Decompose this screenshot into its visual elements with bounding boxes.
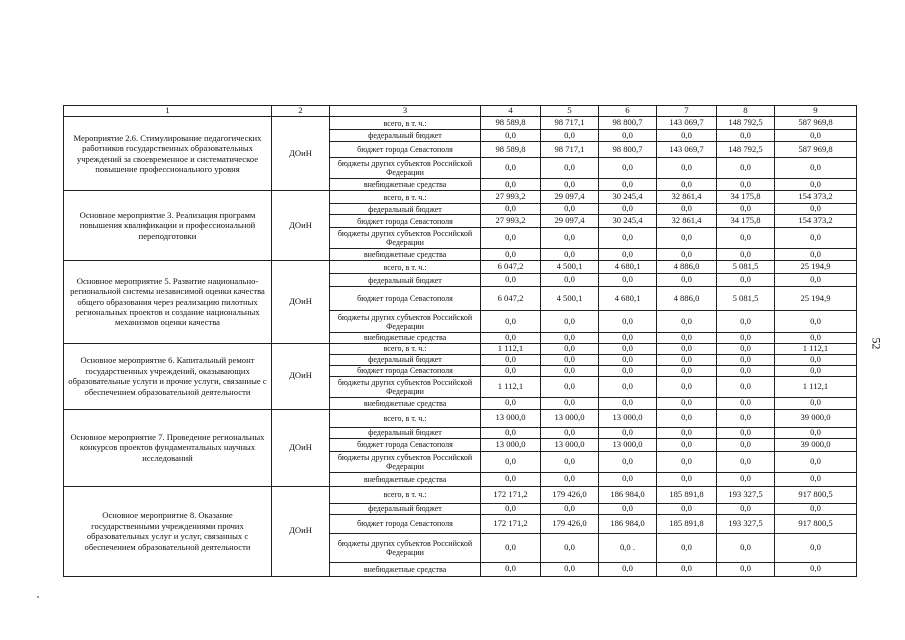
amount-cell: 0,0 (599, 204, 657, 215)
amount-cell: 0,0 (775, 311, 857, 333)
amount-cell: 0,0 (717, 130, 775, 142)
funding-source-cell: внебюджетные средства (330, 472, 481, 486)
amount-cell: 1 112,1 (481, 343, 541, 354)
amount-cell: 29 097,4 (541, 215, 599, 228)
amount-cell: 25 194,9 (775, 261, 857, 274)
executor-cell: ДОиН (272, 409, 330, 486)
amount-cell: 917 800,5 (775, 514, 857, 533)
funding-source-cell: федеральный бюджет (330, 130, 481, 142)
amount-cell: 0,0 (481, 130, 541, 142)
amount-cell: 0,0 (657, 343, 717, 354)
amount-cell: 0,0 (541, 249, 599, 261)
table-row (64, 117, 857, 130)
amount-cell: 186 984,0 (599, 486, 657, 503)
funding-source-cell: всего, в т. ч.: (330, 343, 481, 354)
amount-cell: 30 245,4 (599, 215, 657, 228)
amount-cell: 0,0 (775, 274, 857, 287)
amount-cell: 30 245,4 (599, 191, 657, 204)
amount-cell: 0,0 (775, 365, 857, 376)
amount-cell: 0,0 (481, 158, 541, 179)
amount-cell: 185 891,8 (657, 514, 717, 533)
amount-cell: 0,0 (657, 130, 717, 142)
amount-cell: 98 717,1 (541, 142, 599, 158)
amount-cell: 0,0 (599, 274, 657, 287)
column-number-row (64, 106, 857, 117)
amount-cell: 0,0 (775, 562, 857, 576)
amount-cell: 39 000,0 (775, 438, 857, 451)
amount-cell: 0,0 (657, 533, 717, 562)
amount-cell: 0,0 (717, 533, 775, 562)
funding-source-cell: бюджет города Севастополя (330, 215, 481, 228)
amount-cell: 13 000,0 (599, 438, 657, 451)
amount-cell: 172 171,2 (481, 486, 541, 503)
amount-cell: 0,0 (717, 249, 775, 261)
funding-source-cell: внебюджетные средства (330, 562, 481, 576)
amount-cell: 4 680,1 (599, 287, 657, 311)
amount-cell: 154 373,2 (775, 191, 857, 204)
amount-cell: 0,0 (717, 343, 775, 354)
amount-cell: 13 000,0 (541, 438, 599, 451)
amount-cell: 0,0 (717, 204, 775, 215)
amount-cell: 0,0 (775, 158, 857, 179)
amount-cell: 0,0 (657, 438, 717, 451)
amount-cell: 0,0 (599, 158, 657, 179)
amount-cell: 0,0 (657, 354, 717, 365)
amount-cell: 0,0 (599, 562, 657, 576)
amount-cell: 0,0 (541, 354, 599, 365)
amount-cell: 0,0 (599, 228, 657, 249)
amount-cell: 0,0 (541, 204, 599, 215)
amount-cell: 0,0 (541, 472, 599, 486)
scan-dot (37, 596, 39, 598)
column-number-3: 3 (330, 106, 481, 117)
amount-cell: 0,0 (657, 472, 717, 486)
amount-cell: 0,0 (717, 365, 775, 376)
funding-source-cell: бюджеты других субъектов Российской Федерации (330, 311, 481, 333)
amount-cell: 0,0 (717, 503, 775, 514)
amount-cell: 148 792,5 (717, 142, 775, 158)
funding-source-cell: федеральный бюджет (330, 503, 481, 514)
amount-cell: 0,0 (481, 503, 541, 514)
amount-cell: 13 000,0 (599, 409, 657, 427)
amount-cell: 0,0 (717, 427, 775, 438)
amount-cell: 0,0 (481, 427, 541, 438)
amount-cell: 13 000,0 (541, 409, 599, 427)
measure-description: Основное мероприятие 7. Проведение региональных конкурсов проектов фундаментальных научных исследований (64, 409, 272, 486)
amount-cell: 0,0 (599, 249, 657, 261)
amount-cell: 0,0 (657, 562, 717, 576)
page-number: 52 (869, 337, 884, 350)
funding-source-cell: федеральный бюджет (330, 204, 481, 215)
amount-cell: 0,0 (481, 274, 541, 287)
amount-cell: 0,0 (541, 427, 599, 438)
amount-cell: 0,0 (541, 343, 599, 354)
funding-source-cell: всего, в т. ч.: (330, 409, 481, 427)
amount-cell: 587 969,8 (775, 117, 857, 130)
amount-cell: 0,0 (775, 204, 857, 215)
amount-cell: 34 175,8 (717, 215, 775, 228)
amount-cell: 0,0 (599, 130, 657, 142)
amount-cell: 0,0 (775, 397, 857, 409)
amount-cell: 0,0 (481, 333, 541, 344)
amount-cell: 154 373,2 (775, 215, 857, 228)
amount-cell: 0,0 (541, 333, 599, 344)
funding-source-cell: бюджеты других субъектов Российской Федерации (330, 376, 481, 397)
funding-source-cell: бюджет города Севастополя (330, 365, 481, 376)
amount-cell: 13 000,0 (481, 409, 541, 427)
executor-cell: ДОиН (272, 261, 330, 344)
amount-cell: 0,0 (541, 365, 599, 376)
amount-cell: 0,0 (775, 472, 857, 486)
budget-table-page (63, 105, 856, 577)
amount-cell: 98 800,7 (599, 142, 657, 158)
funding-source-cell: всего, в т. ч.: (330, 261, 481, 274)
amount-cell: 0,0 (717, 376, 775, 397)
amount-cell: 1 112,1 (775, 343, 857, 354)
amount-cell: 1 112,1 (775, 376, 857, 397)
amount-cell: 0,0 (717, 179, 775, 191)
column-number-2: 2 (272, 106, 330, 117)
amount-cell: 0,0 (599, 354, 657, 365)
amount-cell: 13 000,0 (481, 438, 541, 451)
amount-cell: 0,0 (775, 179, 857, 191)
budget-table (63, 105, 857, 577)
amount-cell: 0,0 (775, 533, 857, 562)
amount-cell: 0,0 (481, 179, 541, 191)
table-row (64, 409, 857, 427)
funding-source-cell: бюджет города Севастополя (330, 142, 481, 158)
amount-cell: 0,0 (657, 311, 717, 333)
amount-cell: 0,0 (657, 179, 717, 191)
amount-cell: 0,0 (657, 249, 717, 261)
amount-cell: 0,0 (657, 204, 717, 215)
amount-cell: 0,0 (717, 438, 775, 451)
amount-cell: 0,0 (657, 376, 717, 397)
amount-cell: 0,0 (657, 409, 717, 427)
table-body (64, 106, 857, 577)
amount-cell: 0,0 (599, 397, 657, 409)
amount-cell: 39 000,0 (775, 409, 857, 427)
amount-cell: 0,0 (599, 451, 657, 472)
amount-cell: 185 891,8 (657, 486, 717, 503)
funding-source-cell: бюджеты других субъектов Российской Федерации (330, 228, 481, 249)
amount-cell: 148 792,5 (717, 117, 775, 130)
amount-cell: 0,0 (599, 311, 657, 333)
amount-cell: 0,0 (599, 503, 657, 514)
amount-cell: 0,0 (775, 427, 857, 438)
amount-cell: 0,0 (541, 274, 599, 287)
amount-cell: 0,0 (599, 472, 657, 486)
funding-source-cell: бюджет города Севастополя (330, 438, 481, 451)
column-number-5: 5 (541, 106, 599, 117)
amount-cell: 0,0 (599, 427, 657, 438)
amount-cell: 0,0 (717, 472, 775, 486)
funding-source-cell: внебюджетные средства (330, 397, 481, 409)
executor-cell: ДОиН (272, 486, 330, 576)
executor-cell: ДОиН (272, 343, 330, 409)
amount-cell: 32 861,4 (657, 191, 717, 204)
amount-cell: 0,0 (481, 354, 541, 365)
amount-cell: 6 047,2 (481, 261, 541, 274)
amount-cell: 0,0 (657, 333, 717, 344)
amount-cell: 4 680,1 (599, 261, 657, 274)
funding-source-cell: внебюджетные средства (330, 179, 481, 191)
amount-cell: 0,0 (717, 354, 775, 365)
table-row (64, 486, 857, 503)
amount-cell: 0,0 (717, 333, 775, 344)
amount-cell: 0,0 (599, 179, 657, 191)
amount-cell: 143 069,7 (657, 142, 717, 158)
amount-cell: 4 500,1 (541, 261, 599, 274)
amount-cell: 0,0 (657, 158, 717, 179)
amount-cell: 0,0 (481, 451, 541, 472)
column-number-8: 8 (717, 106, 775, 117)
funding-source-cell: федеральный бюджет (330, 274, 481, 287)
amount-cell: 4 886,0 (657, 287, 717, 311)
amount-cell: 0,0 (775, 354, 857, 365)
funding-source-cell: бюджет города Севастополя (330, 514, 481, 533)
funding-source-cell: бюджет города Севастополя (330, 287, 481, 311)
amount-cell: 0,0 (717, 409, 775, 427)
amount-cell: 98 589,8 (481, 117, 541, 130)
amount-cell: 34 175,8 (717, 191, 775, 204)
column-number-4: 4 (481, 106, 541, 117)
amount-cell: 4 500,1 (541, 287, 599, 311)
amount-cell: 29 097,4 (541, 191, 599, 204)
measure-description: Основное мероприятие 6. Капитальный ремонт государственных учреждений, оказывающих образовательные услуги и прочие услуги, связанные с обеспечением образовательной деятельности (64, 343, 272, 409)
amount-cell: 0,0 (541, 228, 599, 249)
amount-cell: 0,0 (541, 158, 599, 179)
amount-cell: 98 589,8 (481, 142, 541, 158)
amount-cell: 0,0 (541, 397, 599, 409)
funding-source-cell: всего, в т. ч.: (330, 117, 481, 130)
table-row (64, 191, 857, 204)
amount-cell: 0,0 (775, 130, 857, 142)
amount-cell: 143 069,7 (657, 117, 717, 130)
amount-cell: 0,0 (541, 451, 599, 472)
amount-cell: 0,0 (599, 365, 657, 376)
amount-cell: 0,0 (481, 228, 541, 249)
amount-cell: 0,0 (717, 228, 775, 249)
amount-cell: 0,0 (481, 311, 541, 333)
amount-cell: 0,0 (657, 365, 717, 376)
column-number-1: 1 (64, 106, 272, 117)
column-number-9: 9 (775, 106, 857, 117)
measure-description: Основное мероприятие 3. Реализация программ повышения квалификации и профессиональной переподготовки (64, 191, 272, 261)
amount-cell: 917 800,5 (775, 486, 857, 503)
funding-source-cell: всего, в т. ч.: (330, 486, 481, 503)
amount-cell: 0,0 (657, 228, 717, 249)
amount-cell: 0,0 (481, 204, 541, 215)
amount-cell: 0,0 (481, 249, 541, 261)
amount-cell: 6 047,2 (481, 287, 541, 311)
funding-source-cell: федеральный бюджет (330, 354, 481, 365)
amount-cell: 0,0 (657, 397, 717, 409)
amount-cell: 0,0 (599, 376, 657, 397)
measure-description: Основное мероприятие 5. Развитие национально-региональной системы независимой оценки качества общего образования через реализацию пилотных региональных проектов и создание национальных механизмов оценки качества (64, 261, 272, 344)
amount-cell: 0,0 (775, 228, 857, 249)
amount-cell: 0,0 (481, 562, 541, 576)
amount-cell: 0,0 (599, 333, 657, 344)
amount-cell: 4 886,0 (657, 261, 717, 274)
funding-source-cell: федеральный бюджет (330, 427, 481, 438)
amount-cell: 0,0 (657, 427, 717, 438)
amount-cell: 0,0 (541, 311, 599, 333)
amount-cell: 0,0 (657, 503, 717, 514)
amount-cell: 5 081,5 (717, 287, 775, 311)
executor-cell: ДОиН (272, 191, 330, 261)
amount-cell: 0,0 (541, 533, 599, 562)
amount-cell: 0,0 (657, 274, 717, 287)
amount-cell: 0,0 (541, 130, 599, 142)
measure-description: Основное мероприятие 8. Оказание государственными учреждениями прочих образовательных услуг и услуг, связанных с обеспечением образовательной деятельности (64, 486, 272, 576)
amount-cell: 0,0 (717, 311, 775, 333)
amount-cell: 0,0 (717, 158, 775, 179)
amount-cell: 0,0 (775, 249, 857, 261)
amount-cell: 179 426,0 (541, 514, 599, 533)
amount-cell: 0,0 (541, 179, 599, 191)
funding-source-cell: бюджеты других субъектов Российской Федерации (330, 533, 481, 562)
amount-cell: 0,0 (717, 274, 775, 287)
amount-cell: 0,0 (775, 451, 857, 472)
column-number-6: 6 (599, 106, 657, 117)
funding-source-cell: бюджеты других субъектов Российской Федерации (330, 451, 481, 472)
amount-cell: 193 327,5 (717, 486, 775, 503)
amount-cell: 0,0 (657, 451, 717, 472)
amount-cell: 98 800,7 (599, 117, 657, 130)
amount-cell: 98 717,1 (541, 117, 599, 130)
funding-source-cell: внебюджетные средства (330, 333, 481, 344)
amount-cell: 193 327,5 (717, 514, 775, 533)
executor-cell: ДОиН (272, 117, 330, 191)
amount-cell: 0,0 (775, 333, 857, 344)
amount-cell: 0,0 (481, 365, 541, 376)
amount-cell: 0,0 (717, 562, 775, 576)
amount-cell: 0,0 . (599, 533, 657, 562)
amount-cell: 0,0 (541, 376, 599, 397)
funding-source-cell: бюджеты других субъектов Российской Федерации (330, 158, 481, 179)
amount-cell: 25 194,9 (775, 287, 857, 311)
amount-cell: 27 993,2 (481, 191, 541, 204)
funding-source-cell: внебюджетные средства (330, 249, 481, 261)
amount-cell: 1 112,1 (481, 376, 541, 397)
amount-cell: 27 993,2 (481, 215, 541, 228)
funding-source-cell: всего, в т. ч.: (330, 191, 481, 204)
table-row (64, 261, 857, 274)
amount-cell: 0,0 (775, 503, 857, 514)
amount-cell: 172 171,2 (481, 514, 541, 533)
amount-cell: 587 969,8 (775, 142, 857, 158)
amount-cell: 0,0 (541, 562, 599, 576)
column-number-7: 7 (657, 106, 717, 117)
amount-cell: 0,0 (481, 472, 541, 486)
amount-cell: 0,0 (541, 503, 599, 514)
amount-cell: 0,0 (599, 343, 657, 354)
amount-cell: 32 861,4 (657, 215, 717, 228)
amount-cell: 5 081,5 (717, 261, 775, 274)
measure-description: Мероприятие 2.6. Стимулирование педагогических работников государственных образовательных учреждений за своевременное и систематическое повышение профессионального уровня (64, 117, 272, 191)
amount-cell: 0,0 (717, 451, 775, 472)
amount-cell: 0,0 (717, 397, 775, 409)
amount-cell: 0,0 (481, 397, 541, 409)
amount-cell: 179 426,0 (541, 486, 599, 503)
amount-cell: 0,0 (481, 533, 541, 562)
amount-cell: 186 984,0 (599, 514, 657, 533)
table-row (64, 343, 857, 354)
